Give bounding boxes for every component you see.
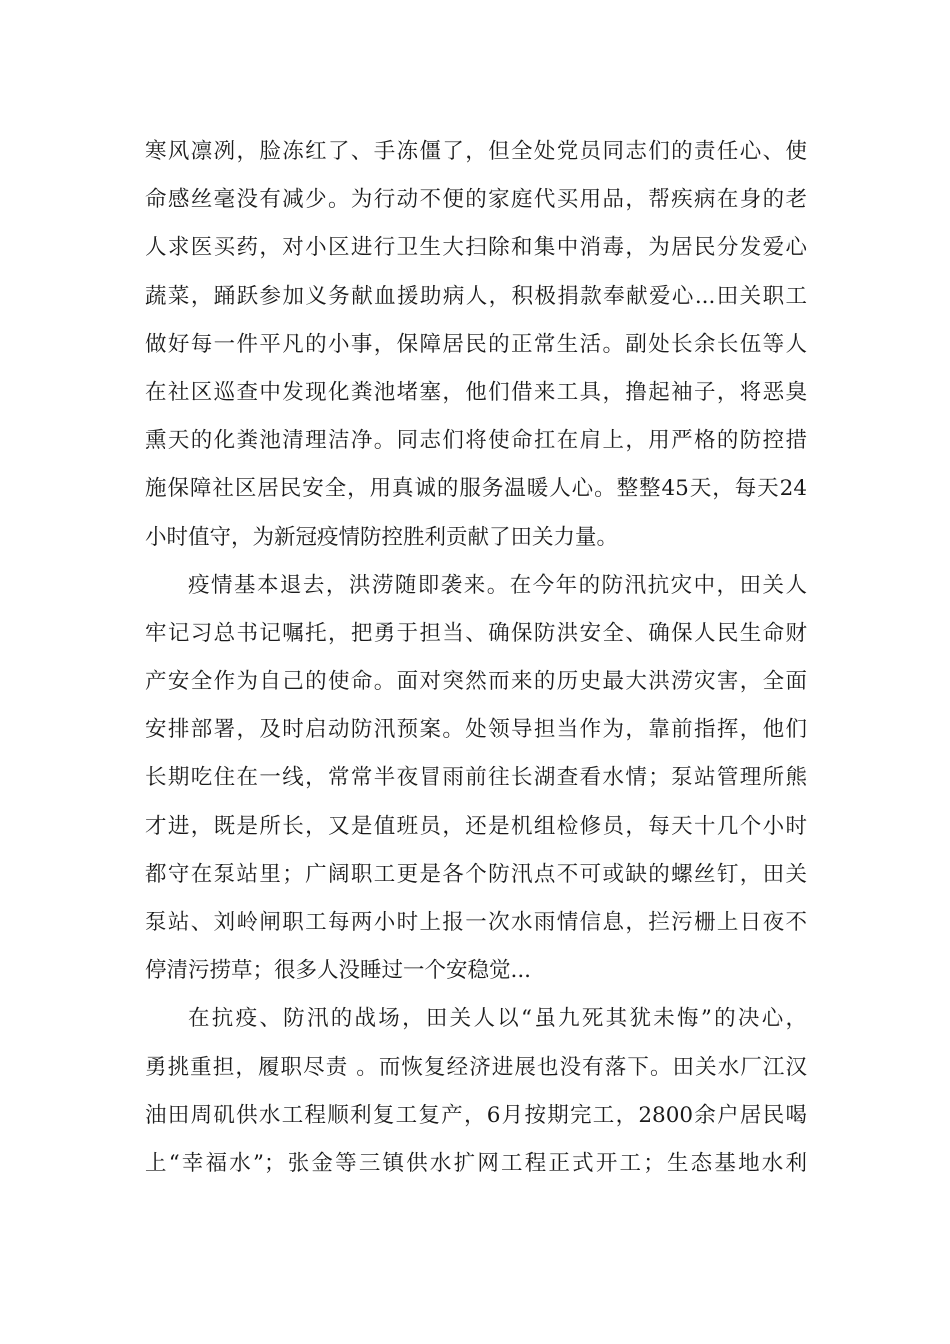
paragraph-2-line-9: 停清污捞草；很多人没睡过一个安稳觉... — [145, 958, 532, 984]
document-body — [145, 128, 807, 1188]
paragraph-1-line-1: 寒风凛冽，脸冻红了、手冻僵了，但全处党员同志们的责任心、使 — [145, 139, 807, 164]
paragraph-2-line-2: 牢记习总书记嘱托，把勇于担当、确保防洪安全、确保人民生命财 — [145, 620, 807, 646]
paragraph-2-line-5: 长期吃住在一线，常常半夜冒雨前往长湖查看水情；泵站管理所熊 — [145, 765, 807, 791]
paragraph-1-line-2: 命感丝毫没有减少。为行动不便的家庭代买用品，帮疾病在身的老 — [145, 187, 807, 213]
paragraph-1-line-3: 人求医买药，对小区进行卫生大扫除和集中消毒，为居民分发爱心 — [145, 235, 807, 261]
paragraph-2-line-6: 才进，既是所长，又是值班员，还是机组检修员，每天十几个小时 — [145, 813, 807, 839]
paragraph-1-line-9: 小时值守，为新冠疫情防控胜利贡献了田关力量。 — [145, 524, 619, 550]
paragraph-1-line-8: 施保障社区居民安全，用真诚的服务温暖人心。整整45天，每天24 — [145, 476, 807, 502]
paragraph-1-line-7: 熏天的化粪池清理洁净。同志们将使命扛在肩上，用严格的防控措 — [145, 428, 807, 454]
paragraph-3-line-1: 在抗疫、防汛的战场，田关人以“虽九死其犹未悔”的决心， — [188, 1006, 807, 1032]
paragraph-2-line-3: 产安全作为自己的使命。面对突然而来的历史最大洪涝灾害，全面 — [145, 669, 807, 695]
paragraph-1-line-5: 做好每一件平凡的小事，保障居民的正常生活。副处长余长伍等人 — [145, 331, 807, 357]
paragraph-1-line-4: 蔬菜，踊跃参加义务献血援助病人，积极捐款奉献爱心...田关职工 — [145, 283, 807, 309]
paragraph-2-line-1: 疫情基本退去，洪涝随即袭来。在今年的防汛抗灾中，田关人 — [188, 572, 807, 598]
paragraph-3-line-4: 上“幸福水”；张金等三镇供水扩网工程正式开工；生态基地水利 — [145, 1150, 807, 1176]
paragraph-3-line-3: 油田周矶供水工程顺利复工复产，6月按期完工，2800余户居民喝 — [145, 1102, 807, 1128]
paragraph-3-line-2: 勇挑重担，履职尽责 。而恢复经济进展也没有落下。田关水厂江汉 — [145, 1054, 807, 1080]
paragraph-1-line-6: 在社区巡查中发现化粪池堵塞，他们借来工具，撸起袖子，将恶臭 — [145, 379, 807, 405]
paragraph-2-line-4: 安排部署，及时启动防汛预案。处领导担当作为，靠前指挥，他们 — [145, 717, 807, 743]
paragraph-2-line-8: 泵站、刘岭闸职工每两小时上报一次水雨情信息，拦污栅上日夜不 — [145, 910, 807, 935]
paragraph-2-line-7: 都守在泵站里；广阔职工更是各个防汛点不可或缺的螺丝钉，田关 — [145, 861, 807, 887]
